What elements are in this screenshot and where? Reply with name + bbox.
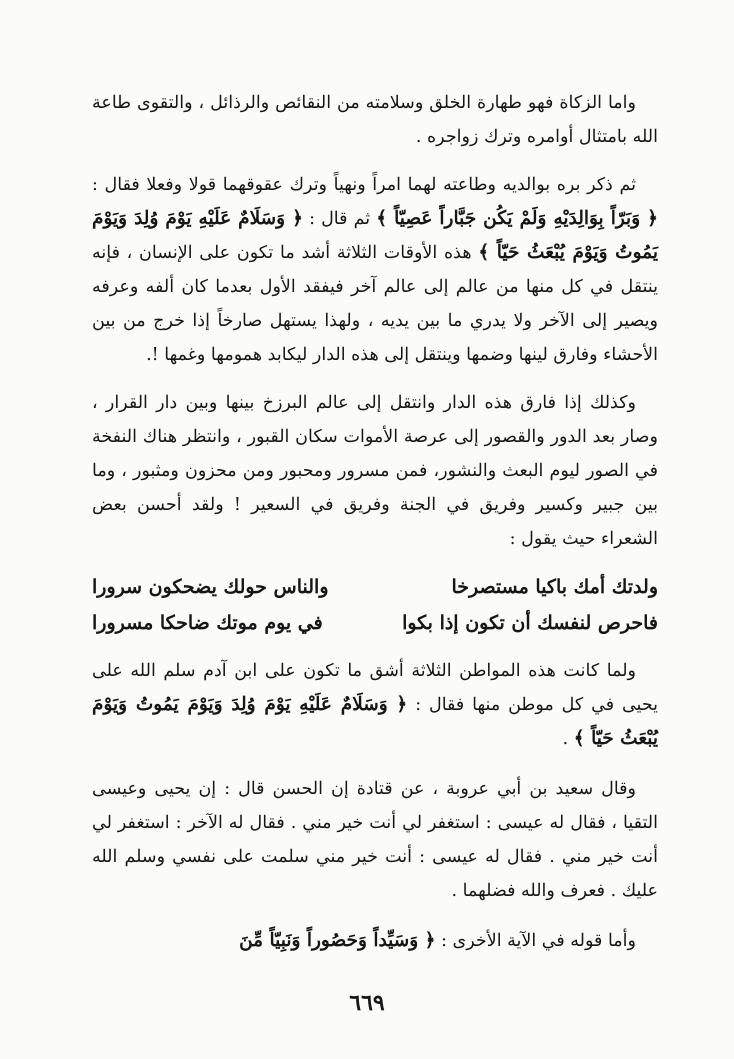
paragraph-6 bbox=[92, 924, 658, 958]
paragraph-5 bbox=[92, 772, 658, 908]
paragraph-2 bbox=[92, 168, 658, 372]
paragraph-1-text: واما الزكاة فهو طهارة الخلق وسلامته من النقائص والرذائل ، والتقوى طاعة الله بامتثال أوامره وترك زواجره . bbox=[92, 93, 658, 147]
paragraph-3-text: وكذلك إذا فارق هذه الدار وانتقل إلى عالم البرزخ بينها وبين دار القرار ، وصار بعد الدور والقصور إلى عرصة الأموات سكان القبور ، وانتظر هناك النفخة في الصور ليوم البعث والنشور، فمن مسرور ومحبور ومن محزون ومثبور ، وما بين جبير وكسير وفريق في الجنة وفريق في السعير ! ولقد أحسن بعض الشعراء حيث يقول : bbox=[92, 393, 658, 549]
quran-quote-3: ﴿ وَسَلَامٌ عَلَيْهِ يَوْمَ وُلِدَ وَيَوْمَ يَمُوتُ وَيَوْمَ يُبْعَثُ حَيّاً ﴾ bbox=[92, 694, 658, 749]
poem-verse bbox=[92, 570, 658, 640]
paragraph-4 bbox=[92, 654, 658, 756]
page-number: ٦٦٩ bbox=[349, 990, 385, 1016]
poem-line-1-first-hemistich: ولدتك أمك باكيا مستصرخا bbox=[451, 576, 658, 598]
paragraph-3 bbox=[92, 386, 658, 556]
quran-quote-1: ﴿ وَبَرّاً بِوَالِدَيْهِ وَلَمْ يَكُن جَبَّاراً عَصِيّاً ﴾ bbox=[376, 208, 658, 229]
poem-line-2 bbox=[92, 606, 658, 640]
paragraph-2-then-said: ثم قال : bbox=[309, 209, 371, 229]
paragraph-1 bbox=[92, 86, 658, 154]
poem-line-2-first-hemistich: فاحرص لنفسك أن تكون إذا بكوا bbox=[402, 612, 658, 634]
paragraph-2-body: هذه الأوقات الثلاثة أشد ما تكون على الإنسان ، فإنه ينتقل في كل منها من عالم إلى عالم آخر فيفقد الأول بعدما كان ألفه وعرفه ويصير إلى الآخر ولا يدري ما بين يديه ، ولهذا يستهل صارخاً إذا خرج من بين الأحشاء وفارق لينها وضمها وينتقل إلى هذه الدار ليكابد همومها وغمها !. bbox=[92, 243, 658, 365]
paragraph-4-intro: ولما كانت هذه المواطن الثلاثة أشق ما تكون على ابن آدم سلم الله على يحيى في كل موطن منها فقال : bbox=[92, 661, 658, 715]
poem-line-2-second-hemistich: في يوم موتك ضاحكا مسرورا bbox=[92, 612, 323, 634]
paragraph-4-end: . bbox=[562, 729, 574, 749]
poem-line-1 bbox=[92, 570, 658, 604]
poem-line-1-second-hemistich: والناس حولك يضحكون سرورا bbox=[92, 576, 329, 598]
paragraph-6-intro: وأما قوله في الآية الأخرى : bbox=[441, 931, 636, 951]
paragraph-2-intro: ثم ذكر بره بوالديه وطاعته لهما امراً ونهياً وترك عقوقهما قولا وفعلا فقال : bbox=[92, 175, 636, 195]
quran-quote-4: ﴿ وَسَيِّداً وَحَصُوراً وَنَبِيّاً مِّنَ bbox=[239, 930, 436, 951]
paragraph-5-text: وقال سعيد بن أبي عروبة ، عن قتادة إن الحسن قال : إن يحيى وعيسى التقيا ، فقال له عيسى : استغفر لي أنت خير مني . فقال له الآخر : استغفر لي أنت خير مني . فقال له عيسى : أنت خير مني سلمت على نفسي وسلم الله عليك . فعرف والله فضلهما . bbox=[92, 779, 658, 901]
quran-quote-2: ﴿ وَسَلَامٌ عَلَيْهِ يَوْمَ وُلِدَ وَيَوْمَ يَمُوتُ وَيَوْمَ يُبْعَثُ حَيّاً ﴾ bbox=[92, 208, 658, 263]
